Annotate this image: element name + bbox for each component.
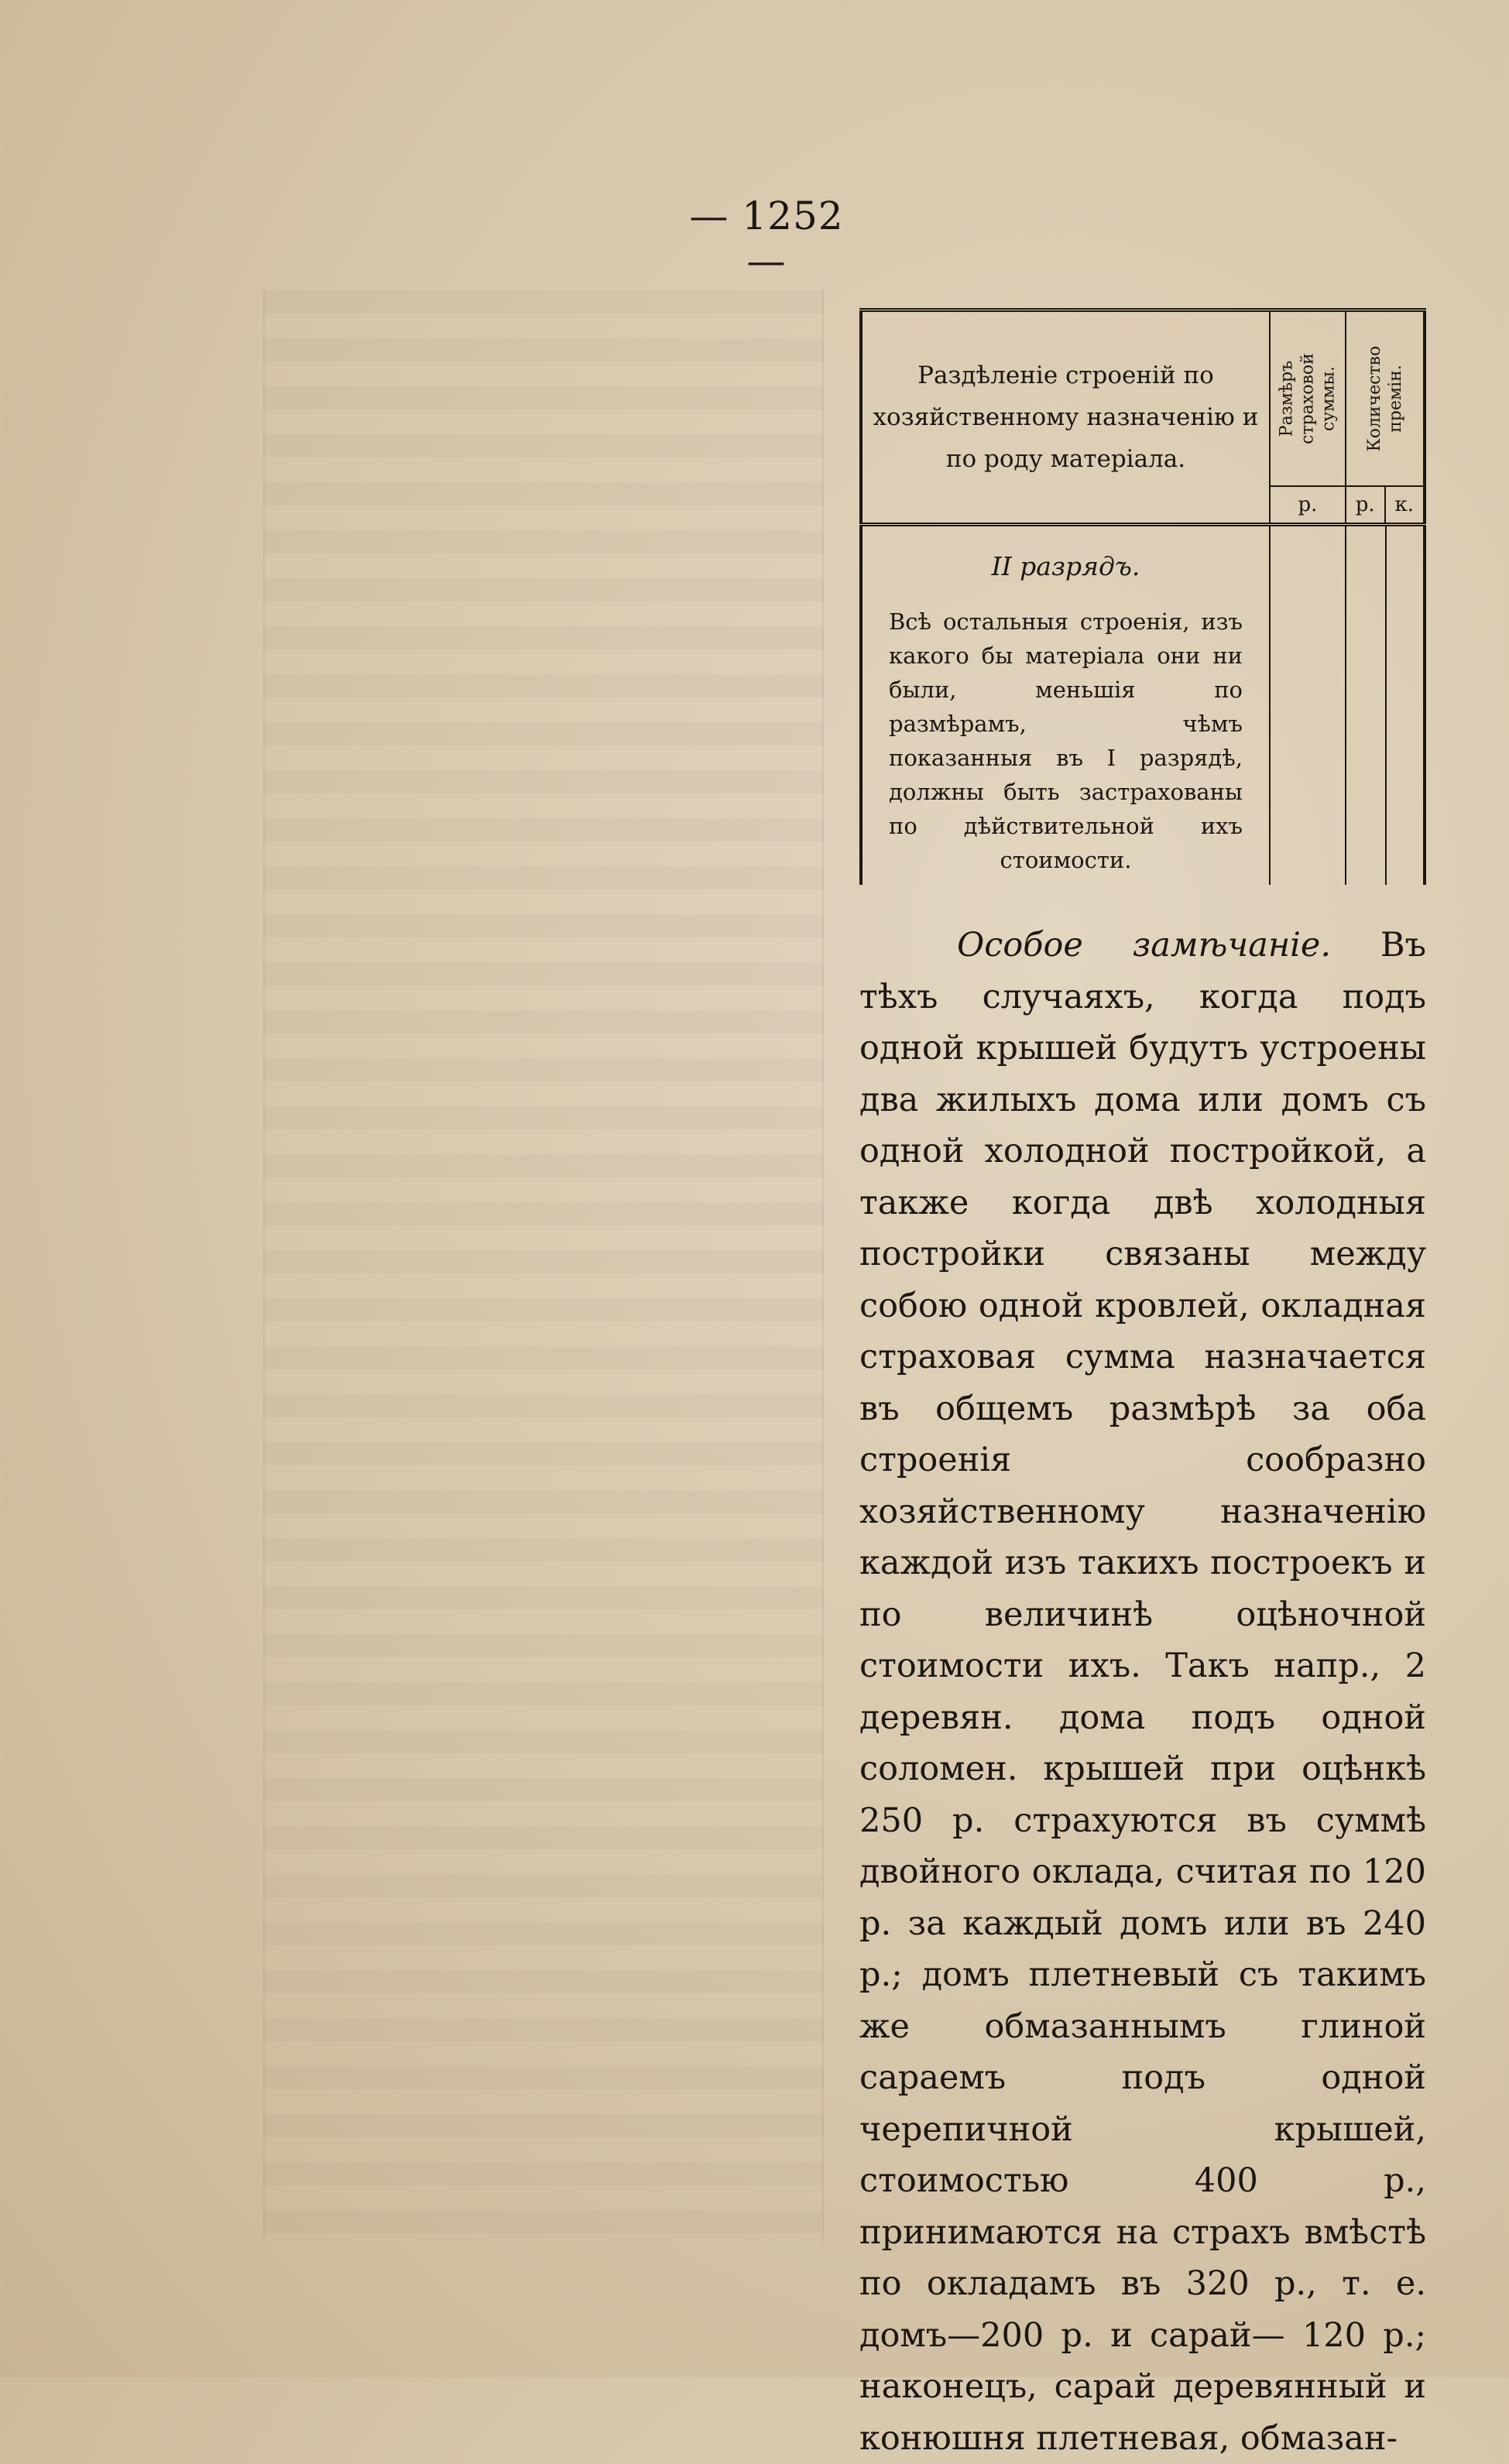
category-cell	[861, 525, 1270, 886]
bleed-through-column	[263, 290, 824, 2241]
table-row	[861, 525, 1425, 886]
premium-header-text: Количество премін.	[1364, 345, 1405, 452]
special-remark	[859, 920, 1426, 2464]
premium-cell	[1346, 525, 1425, 886]
premium-units	[1346, 486, 1425, 525]
insurance-table	[859, 308, 1426, 885]
remark-title: Особое замѣчаніе.	[957, 926, 1332, 965]
premium-column-header	[1346, 310, 1425, 487]
premium-kop-unit: к.	[1394, 493, 1414, 516]
category-title: II разрядъ.	[991, 551, 1140, 581]
insured-sum-header-text: Размѣръ страховой суммы.	[1277, 353, 1339, 444]
table-header-row	[861, 310, 1425, 487]
insured-sum-column-header	[1270, 310, 1346, 487]
premium-rub-unit: р.	[1346, 487, 1386, 523]
remark-text: Въ тѣхъ случаяхъ, когда подъ одной крышей будутъ устроены два жилыхъ дома или домъ съ одной холодной постройкой, а также когда двѣ холодныя постройки связаны между собою одной кровлей, окладная страховая сумма назначается въ общемъ размѣрѣ за оба строенія сообразно хозяйственному назначенію каждой изъ такихъ построекъ и по величинѣ оцѣночной стоимости ихъ. Такъ напр., 2 деревян. дома подъ одной соломен. крышей при оцѣнкѣ 250 р. страхуются въ суммѣ двойного оклада, считая по 120 р. за каждый домъ или въ 240 р.; домъ плетневый съ такимъ же обмазаннымъ глиной сараемъ подъ одной черепичной крышей, стоимостью 400 р., принимаются на страхъ вмѣстѣ по окладамъ въ 320 р., т. е. домъ—200 р. и сарай— 120 р.; наконецъ, сарай деревянный и конюшня плетневая, обмазан-	[859, 926, 1426, 2458]
sum-rub-unit: р.	[1270, 486, 1346, 525]
description-column-header: Раздѣленіе строеній по хозяйственному назначенію и по роду матеріала.	[861, 310, 1270, 525]
page-number: — 1252 —	[689, 194, 844, 283]
category-text: Всѣ остальныя строенія, изъ какого бы матеріала они ни были, меньшія по размѣрамъ, чѣмъ показанныя въ I разрядѣ, должны быть застрахованы по дѣйствительной ихъ стоимости.	[889, 608, 1243, 873]
sum-cell	[1270, 525, 1346, 886]
